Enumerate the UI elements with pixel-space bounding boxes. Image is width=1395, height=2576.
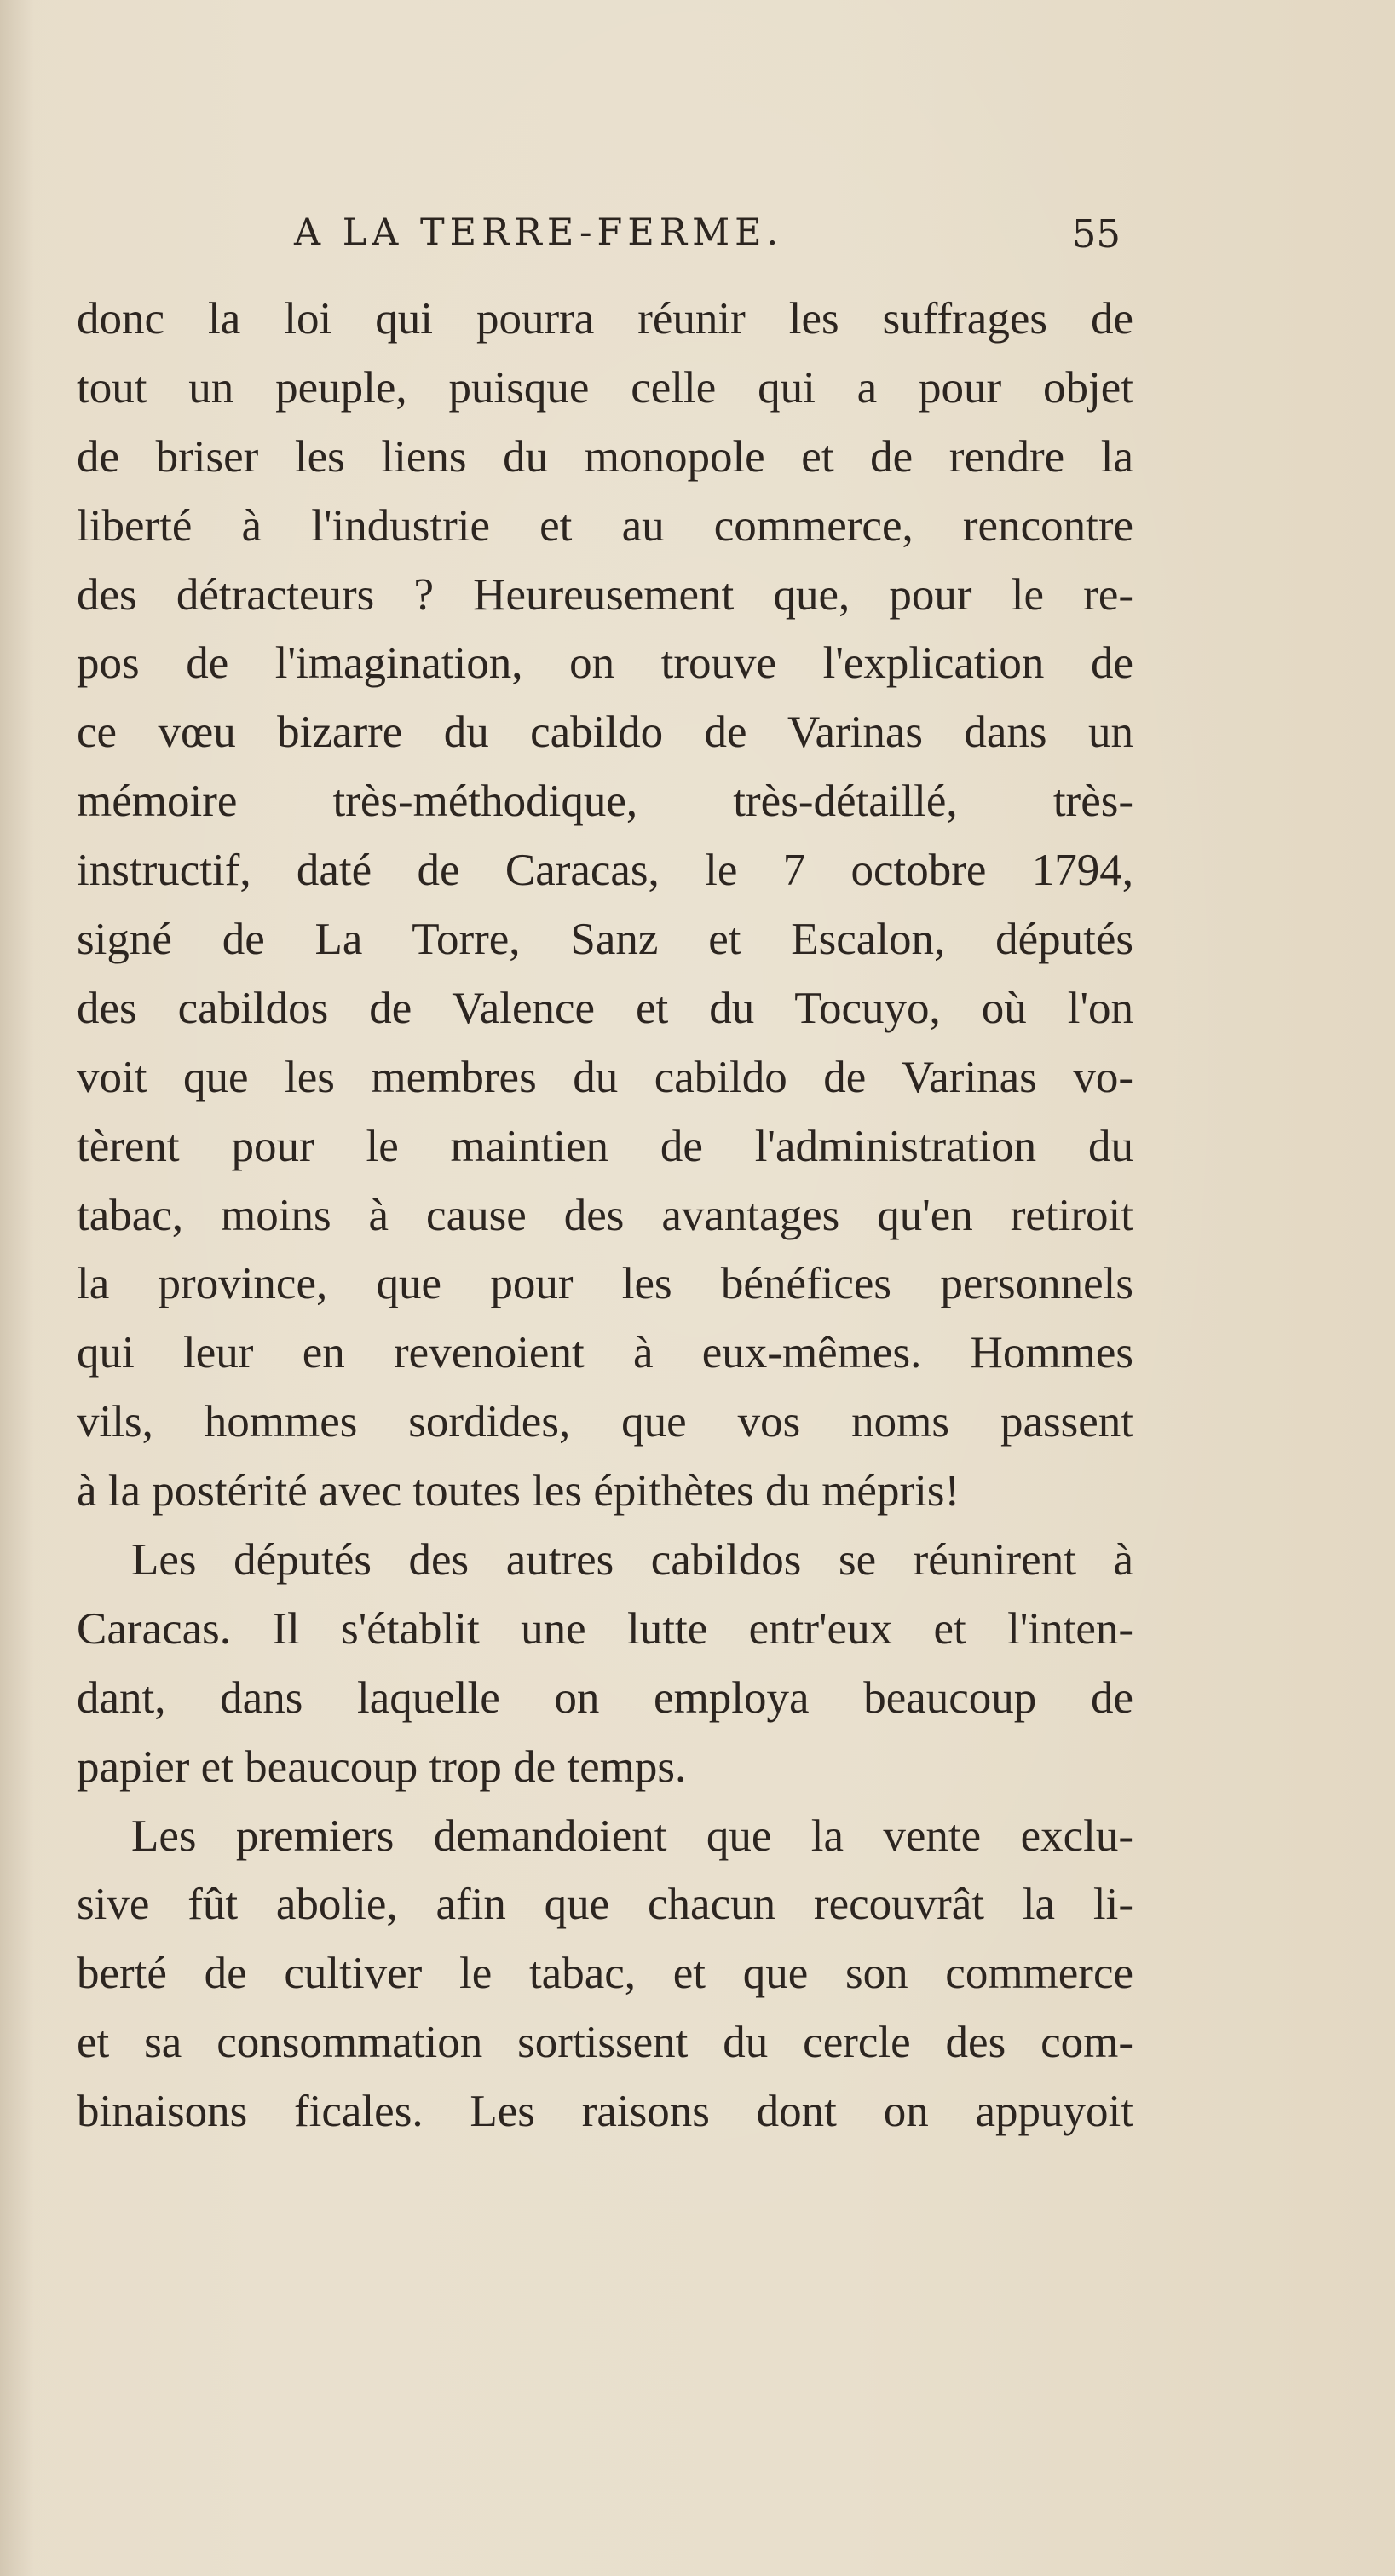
text-line: des détracteurs ? Heureusement que, pour le re- [77, 569, 1133, 620]
text-line: donc la loi qui pourra réunir les suffrages de [77, 294, 1133, 344]
text-line: instructif, daté de Caracas, le 7 octobre 1794, [77, 846, 1133, 896]
text-line: des cabildos de Valence et du Tocuyo, où l'on [77, 983, 1133, 1033]
text-line: binaisons ficales. Les raisons dont on appuyoit [77, 2087, 1133, 2137]
body-text [77, 285, 1133, 2146]
text-line: tabac, moins à cause des avantages qu'en retiroit [77, 1190, 1133, 1240]
text-line: tout un peuple, puisque celle qui a pour objet [77, 362, 1133, 413]
text-line: dant, dans laquelle on employa beaucoup de [77, 1672, 1133, 1723]
text-line: Caracas. Il s'établit une lutte entr'eux et l'inten- [77, 1603, 1133, 1654]
text-line: Les premiers demandoient que la vente exclu- [131, 1811, 1133, 1861]
text-line: à la postérité avec toutes les épithètes du mépris! [77, 1466, 960, 1516]
text-line: la province, que pour les bénéfices personnels [77, 1259, 1133, 1309]
running-title: A LA TERRE-FERME. [294, 211, 784, 254]
text-line: de briser les liens du monopole et de rendre la [77, 431, 1133, 482]
text-line: mémoire très-méthodique, très-détaillé, très- [77, 777, 1133, 827]
text-line: pos de l'imagination, on trouve l'explication de [77, 638, 1133, 689]
page-number: 55 [1071, 211, 1121, 257]
running-head [294, 211, 1121, 263]
text-line: sive fût abolie, afin que chacun recouvrât la li- [77, 1880, 1133, 1930]
text-line: papier et beaucoup trop de temps. [77, 1741, 687, 1792]
text-line: liberté à l'industrie et au commerce, rencontre [77, 500, 1133, 551]
text-line: qui leur en revenoient à eux-mêmes. Hommes [77, 1328, 1133, 1378]
text-line: vils, hommes sordides, que vos noms passent [77, 1397, 1133, 1447]
text-line: ce vœu bizarre du cabildo de Varinas dans un [77, 708, 1133, 758]
text-line: Les députés des autres cabildos se réunirent à [131, 1535, 1133, 1585]
text-line: voit que les membres du cabildo de Varinas vo- [77, 1052, 1133, 1102]
page-fold-shadow [0, 0, 34, 2576]
text-line: signé de La Torre, Sanz et Escalon, députés [77, 915, 1133, 965]
text-line: berté de cultiver le tabac, et que son commerce [77, 1949, 1133, 1999]
text-line: tèrent pour le maintien de l'administration du [77, 1121, 1133, 1171]
text-line: et sa consommation sortissent du cercle des com- [77, 2018, 1133, 2068]
